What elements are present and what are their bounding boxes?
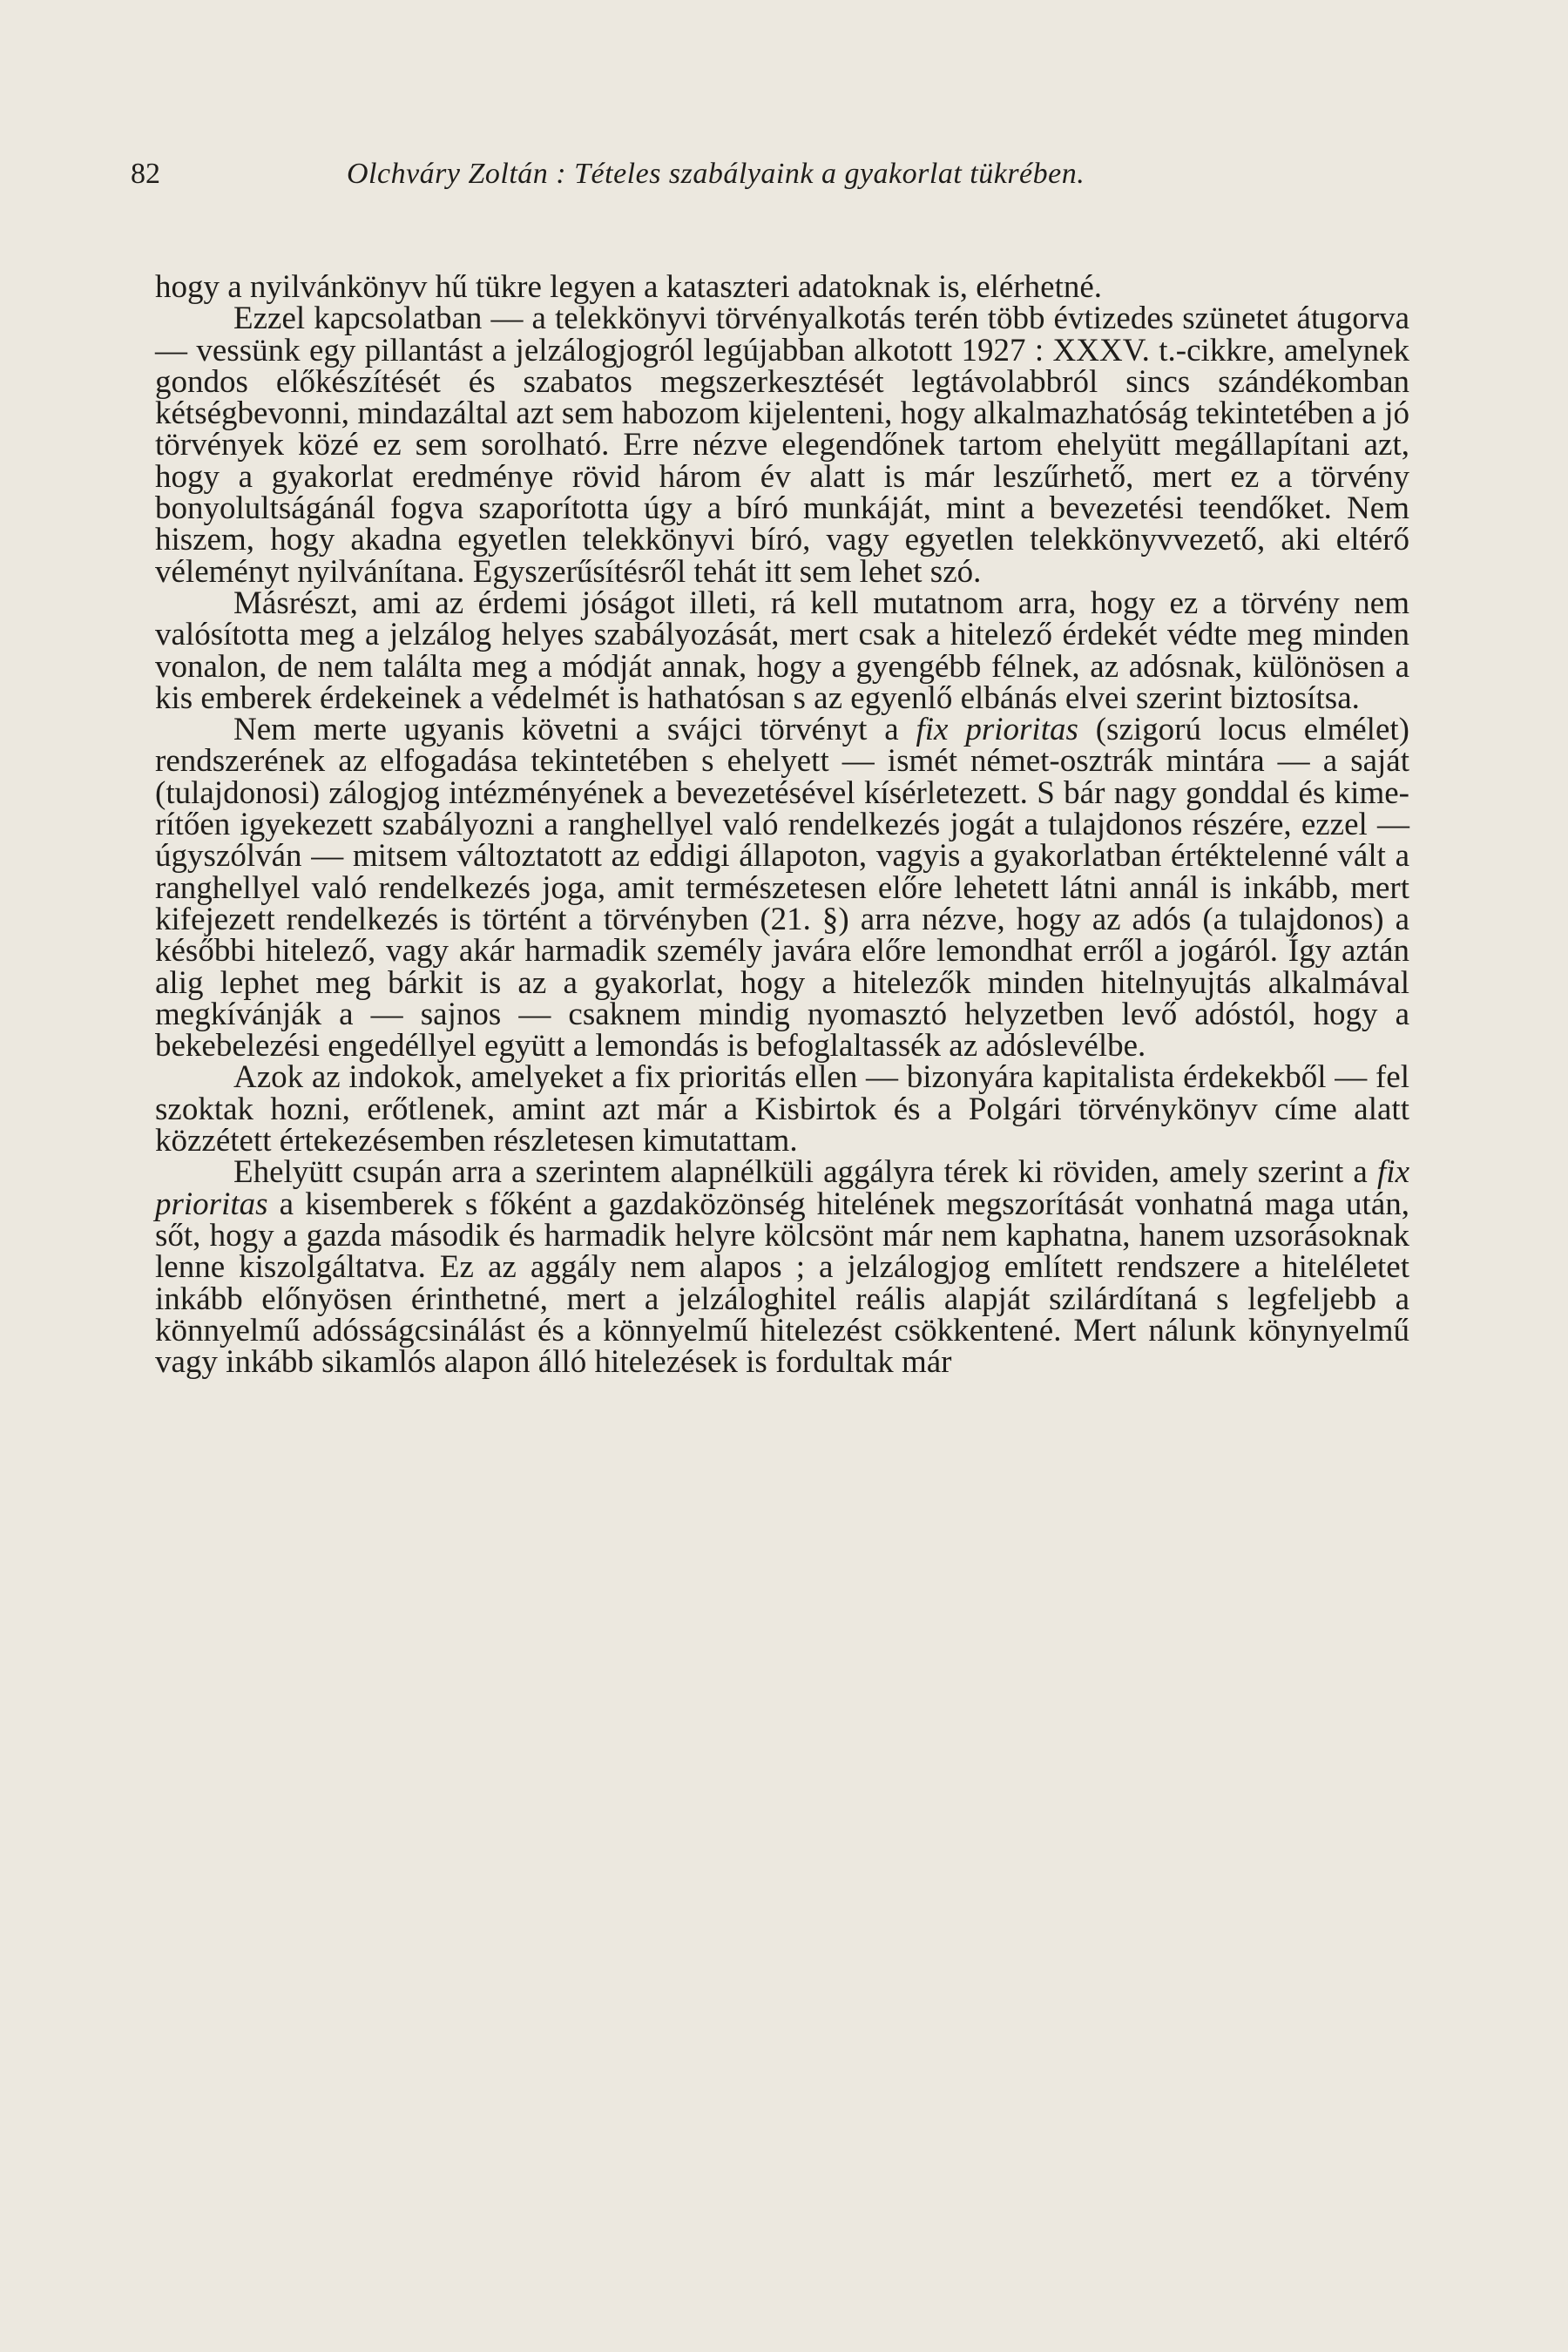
- paragraph: [155, 1154, 1409, 1381]
- text-segment: Ehelyütt csupán arra a szerintem alapnélküli aggályra térek ki röviden, amely szerint a: [233, 1154, 1378, 1191]
- text-segment: hogy a nyilvánkönyv hű tükre legyen a kataszteri adatoknak is, elérhetné.: [155, 269, 1103, 305]
- paragraph: [155, 269, 1409, 305]
- paragraph: [155, 585, 1409, 716]
- text-segment: a kisemberek s főként a gazdaközönség hitelének megszorítását vonhatná maga után, sőt, hogy a gazda második és harmadik helyre kölcsönt már nem kaphatna, hanem uzsorásoknak lenne kiszolgáltatva. Ez az aggály nem alapos ; a jelzálogjog említett rendszere a hiteléletet inkább előnyösen érinthetné, mert a jelzáloghitel reális alapját szilárdítaná s legfeljebb a könnyelmű adósságcsinálást és a könnyelmű hitelezést csökkentené. Mert nálunk könynyelmű vagy inkább sikamlós alapon álló hitelezések is fordultak már: [155, 1186, 1409, 1381]
- text-segment: (szigorú locus elmélet) rendszerének az elfogadása tekintetében s ehelyett — ismét német-osztrák mintára — a saját (tulajdonosi) zálogjog intézményének a bevezetésével kísérletezett. S bár nagy gonddal és kimerítően igyekezett szabályozni a ranghellyel való rendelkezés jogát a tulajdonos részére, ezzel — úgyszólván — mitsem változtatott az eddigi állapoton, vagyis a gyakorlatban értéktelenné vált a ranghellyel való rendelkezés joga, amit természetesen előre lehetett látni annál is inkább, mert kifejezett rendelkezés is történt a törvényben (21. §) arra nézve, hogy az adós (a tulajdonos) a későbbi hitelező, vagy akár harmadik személy javára előre lemondhat erről a jogáról. Így aztán alig lephet meg bárkit is az a gyakorlat, hogy a hitelezők minden hitelnyujtás alkalmával megkívánják a — sajnos — csaknem mindig nyomasztó helyzetben levő adóstól, hogy a bekebelezési engedéllyel együtt a lemondás is befoglaltassék az adóslevélbe.: [155, 712, 1409, 1064]
- text-segment: Ezzel kapcsolatban — a telekkönyvi törvényalkotás terén több évtizedes szünetet átugorva — vessünk egy pillantást a jelzálogjogról legújabban alkotott 1927 : XXXV. t.-cikkre, amelynek gondos előkészítését és szabatos megszerkesztését legtávolabbról sincs szándékomban kétségbevonni, mindazáltal azt sem habozom kijelenteni, hogy alkalmazhatóság tekintetében a jó törvények közé ez sem sorolható. Erre nézve elegendőnek tartom ehelyütt megállapítani azt, hogy a gyakorlat eredménye rövid három év alatt is már leszűrhető, mert ez a törvény bonyolultságánál fogva szaporította úgy a bíró munkáját, mint a bevezetési teendőket. Nem hiszem, hogy akadna egyetlen telekkönyvi bíró, vagy egyetlen telekkönyvvezető, aki eltérő véleményt nyilvánítana. Egyszerűsítésről tehát itt sem lehet szó.: [155, 301, 1409, 590]
- body-text: [155, 269, 1409, 1381]
- text-segment: Másrészt, ami az érdemi jóságot illeti, rá kell mutatnom arra, hogy ez a törvény nem valósította meg a jelzálog helyes szabályozását, mert csak a hitelező érdekét védte meg minden vonalon, de nem találta meg a módját annak, hogy a gyengébb félnek, az adósnak, különösen a kis emberek érdekeinek a védelmét is hathatósan s az egyenlő elbánás elvei szerint biztosítsa.: [155, 585, 1409, 716]
- running-title: Olchváry Zoltán : Tételes szabályaink a gyakorlat tükrében.: [347, 158, 1085, 190]
- text-segment: Azok az indokok, amelyeket a fix prioritás ellen — bizonyára kapitalista érdekekből — fel szoktak hozni, erőtlenek, amint azt már a Kisbirtok és a Polgári törvénykönyv címe alatt közzétett értekezésemben részletesen kimutattam.: [155, 1059, 1409, 1159]
- paragraph: [155, 1059, 1409, 1159]
- italic-term: fix prioritas: [155, 1154, 1409, 1222]
- text-segment: Nem merte ugyanis követni a svájci törvényt a: [233, 712, 916, 748]
- page-number: 82: [131, 158, 160, 190]
- paragraph: [155, 303, 1409, 588]
- running-header: [131, 148, 1420, 200]
- paragraph: [155, 714, 1409, 1062]
- italic-term: fix prioritas: [916, 712, 1078, 748]
